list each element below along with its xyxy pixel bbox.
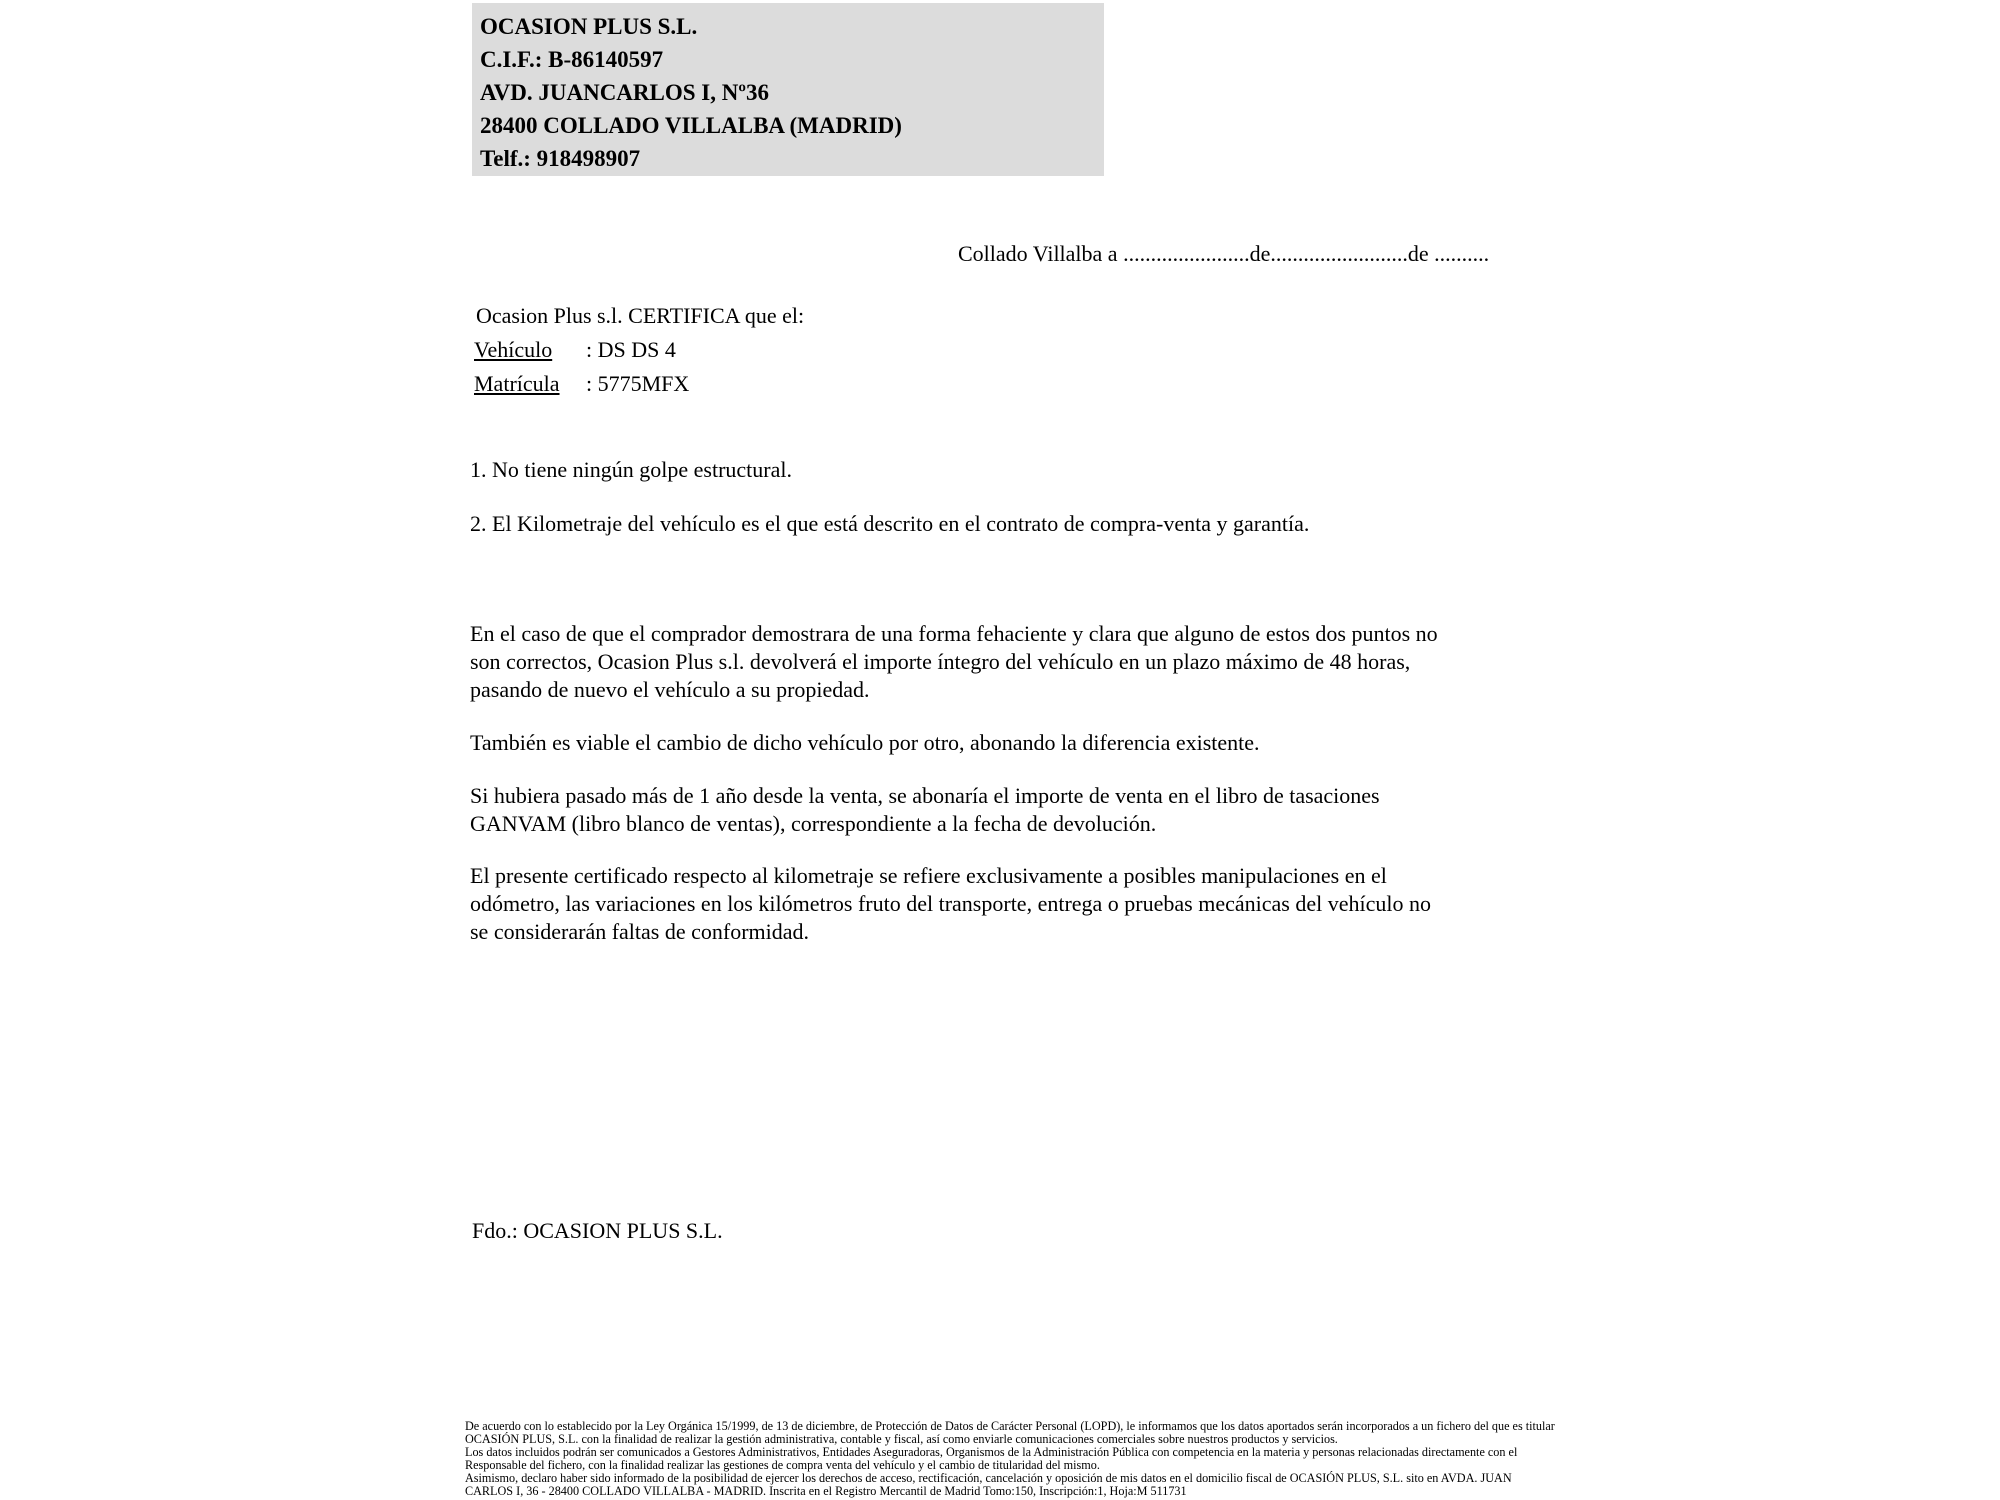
text-line: En el caso de que el comprador demostrara de una forma fehaciente y clara que alguno de estos dos puntos no xyxy=(470,621,1438,646)
text-line: Si hubiera pasado más de 1 año desde la venta, se abonaría el importe de venta en el libro de tasaciones xyxy=(470,783,1380,808)
text-line: Responsable del fichero, con la finalidad realizar las gestiones de compra venta del vehículo y el cambio de titularidad del mismo. xyxy=(465,1457,1100,1472)
legal-footer xyxy=(465,1420,1555,1497)
text-line: Telf.: 918498907 xyxy=(480,146,641,171)
signature-line: Fdo.: OCASION PLUS S.L. xyxy=(472,1218,723,1243)
paragraph-odometer-scope xyxy=(470,862,1431,946)
text-line: Los datos incluidos podrán ser comunicados a Gestores Administrativos, Entidades Aseguradoras, Organismos de la Administración Pública con competencia en la materia y personas relacionadas directamente con el xyxy=(465,1444,1518,1459)
text-line: C.I.F.: B-86140597 xyxy=(480,47,664,72)
certified-point-2: 2. El Kilometraje del vehículo es el que está descrito en el contrato de compra-venta y garantía. xyxy=(470,511,1310,536)
text-line: AVD. JUANCARLOS I, Nº36 xyxy=(480,80,769,105)
certification-intro: Ocasion Plus s.l. CERTIFICA que el: xyxy=(476,303,805,328)
paragraph-exchange-option xyxy=(470,729,1260,757)
text-line: 28400 COLLADO VILLALBA (MADRID) xyxy=(480,113,902,138)
text-line: odómetro, las variaciones en los kilómetros fruto del transporte, entrega o pruebas mecánicas del vehículo no xyxy=(470,891,1431,916)
paragraph-ganvam-valuation xyxy=(470,782,1380,838)
text-line: se considerarán faltas de conformidad. xyxy=(470,919,810,944)
plate-row xyxy=(474,371,689,397)
date-line: Collado Villalba a .......................de.........................de .......... xyxy=(958,241,1490,266)
certified-point-1: 1. No tiene ningún golpe estructural. xyxy=(470,457,792,482)
text-line: GANVAM (libro blanco de ventas), correspondiente a la fecha de devolución. xyxy=(470,811,1157,836)
text-line: OCASION PLUS S.L. xyxy=(480,14,698,39)
text-line: CARLOS I, 36 - 28400 COLLADO VILLALBA - MADRID. Inscrita en el Registro Mercantil de Madrid Tomo:150, Inscripción:1, Hoja:M 511731 xyxy=(465,1483,1187,1498)
text-line: Asimismo, declaro haber sido informado de la posibilidad de ejercer los derechos de acceso, rectificación, cancelación y oposición de mis datos en el domicilio fiscal de OCASIÓN PLUS, S.L. sito en AVDA. JUAN xyxy=(465,1470,1512,1485)
company-header-box xyxy=(472,3,1104,176)
plate-label: Matrícula xyxy=(474,371,560,396)
vehicle-value: : DS DS 4 xyxy=(586,337,676,362)
vehicle-row xyxy=(474,337,676,363)
text-line: OCASIÓN PLUS, S.L. con la finalidad de realizar la gestión administrativa, contable y fiscal, así como enviarle comunicaciones comerciales sobre nuestros productos y servicios. xyxy=(465,1431,1338,1446)
paragraph-refund-guarantee xyxy=(470,620,1438,704)
text-line: pasando de nuevo el vehículo a su propiedad. xyxy=(470,677,870,702)
text-line: son correctos, Ocasion Plus s.l. devolverá el importe íntegro del vehículo en un plazo máximo de 48 horas, xyxy=(470,649,1411,674)
text-line: De acuerdo con lo establecido por la Ley Orgánica 15/1999, de 13 de diciembre, de Protección de Datos de Carácter Personal (LOPD), le informamos que los datos aportados serán incorporados a un fichero del que es titular xyxy=(465,1419,1555,1433)
plate-value: : 5775MFX xyxy=(586,371,690,396)
vehicle-label: Vehículo xyxy=(474,337,553,362)
text-line: También es viable el cambio de dicho vehículo por otro, abonando la diferencia existente. xyxy=(470,730,1260,755)
text-line: El presente certificado respecto al kilometraje se refiere exclusivamente a posibles manipulaciones en el xyxy=(470,863,1387,888)
